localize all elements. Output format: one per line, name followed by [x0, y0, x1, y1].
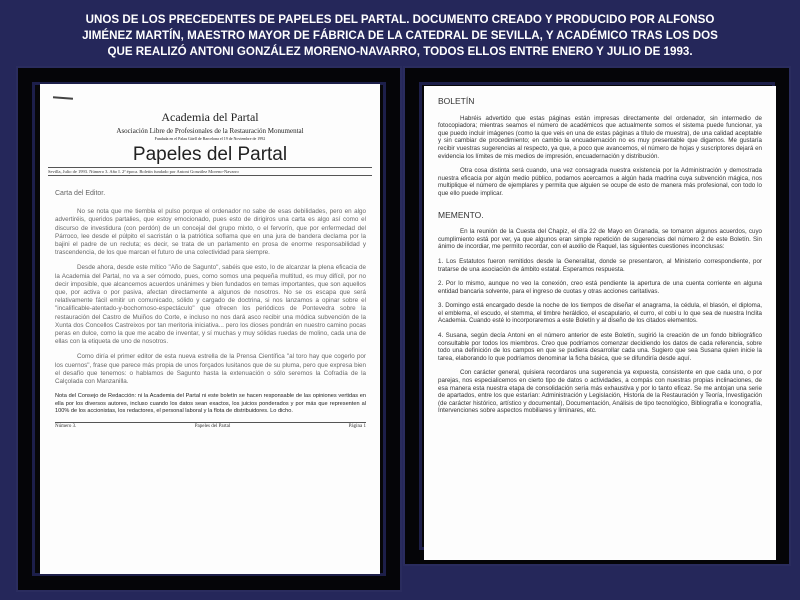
section-heading: Carta del Editor.	[55, 190, 106, 197]
footer-title: Papeles del Partal	[194, 424, 231, 430]
editorial-note: Nota del Consejo de Redacción: ni la Academia del Partal ni este boletín se hacen responsable de las opiniones vertidas en ella por los diversos autores, incluso cuando los datos sean exactos, los juicios ponderados y por más que representen al 100% de los accionistas, los redactores, el personal laboral y la flota de distribuidores. Lo dicho.	[55, 393, 366, 414]
footer-page: Página 1	[348, 424, 366, 430]
org-subtitle: Asociación Libre de Profesionales de la Restauración Monumental	[116, 127, 304, 135]
issue-info: Sevilla, Julio de 1993. Número 3. Año I. 2ª época. Boletín fundado por Antoni González Moreno-Navarro	[48, 167, 372, 176]
paragraph: Habréis advertido que estas páginas están impresas directamente del ordenador, sin intermedio de fotocopiadora; mientras seamos el número de académicos que actualmente somos el sistema puede funcionar, ya que puedo incluir imágenes (como la que veis en una de estas páginas a título de muestra), de una calidad aceptable y sin cambiar de procedimiento; en cambio la encuadernación no es muy presentable que digamos. Me gustaría recibir vuestras sugerencias al respecto, ya que, a poco que avancemos, el número de hojas y suscriptores dejará en evidencia los límites de mis medios de impresión, encuadernación y distribución.	[438, 114, 762, 160]
pen-mark	[53, 96, 73, 99]
section-heading: MEMENTO.	[438, 209, 484, 220]
left-document-page	[40, 84, 380, 574]
list-item: 2. Por lo mismo, aunque no veo la conexión, creo está pendiente la apertura de una cuenta corriente en alguna entidad bancaria solvente, para el ingreso de cuotas y otras acciones caritativas.	[438, 280, 762, 295]
caption-line: JIMÉNEZ MARTÍN, MAESTRO MAYOR DE FÁBRICA DE LA CATEDRAL DE SEVILLA, Y ACADÉMICO TRAS LOS DOS	[82, 29, 718, 42]
caption-line: UNOS DE LOS PRECEDENTES DE PAPELES DEL PARTAL. DOCUMENTO CREADO Y PRODUCIDO POR ALFONSO	[85, 13, 715, 26]
paragraph: Como diría el primer editor de esta nueva estrella de la Prensa Científica "al toro hay que cogerlo por los cuernos", frase que parece más propia de unos forçados lusitanos que de su pluma, pero que expresa bien el desafío que tenemos: o hablamos de Sagunto hasta la extenuación o sólo seremos la Cofradía de la Calçolada con Manzanilla.	[55, 353, 366, 386]
paragraph: Con carácter general, quisiera recordaros una sugerencia ya expuesta, consistente en que cada uno, o por parejas, nos especialicemos en cierto tipo de datos o actividades, a compás con nuestras propias inclinaciones, de esa manera esta nuestra etapa de consolidación sería más exhaustiva y por lo tanto eficaz. Se me antojan una serie de apartados, entre los que estarían: Administración y Legislación, Historia de la Restauración y Teoría, Investigación (de carácter histórico, artístico y documental), Documentación, Análisis de tipo tecnológico, Bibliografía e Iconografía, Intervenciones sobre aspectos mobiliares y liminares, etc.	[438, 369, 762, 415]
right-document-page	[424, 86, 776, 560]
section-heading: BOLETÍN	[438, 96, 475, 106]
footer-issue: Número 3.	[55, 424, 77, 430]
masthead: Papeles del Partal	[132, 144, 288, 165]
paragraph: No se nota que me tiembla el pulso porque el ordenador no sabe de esas debilidades, pero en algo advertiréis, queridos partalies, que estoy emocionado, pues esto de dirigiros una carta es algo así como el discurso de investidura (con perdón) de un concejal del grupo mixto, o el fervorín, que por enfermedad del Párroco, lee desde el púlpito el sacristán o la patriótica soflama que en una jura de bandera declama por la bajini el padre de un recluta; es decir, se trata de un parlamento en prosa de enorme responsabilidad y trascendencia, de los que marcan el futuro de una colectividad para siempre.	[55, 208, 366, 257]
org-name: Academia del Partal	[161, 110, 259, 124]
caption-line: QUE REALIZÓ ANTONI GONZÁLEZ MORENO-NAVARRO, TODOS ELLOS ENTRE ENERO Y JULIO DE 1993.	[107, 45, 693, 58]
paragraph: En la reunión de la Cuesta del Chapiz, el día 22 de Mayo en Granada, se tomaron algunos acuerdos, cuyo cumplimiento está por ver, ya que algunos eran simple repetición de sugerencias del número 2 de este Boletín. Sin ánimo de incordiar, me permito recordar, con el auxilio de Raquel, las siguientes cuestiones inconclusas:	[438, 228, 762, 251]
paragraph: Otra cosa distinta será cuando, una vez consagrada nuestra existencia por la Administración y demostrada nuestra eficacia por algún medio público, podamos acercarnos a algún hada madrina cuya subvención mágica, nos multiplique el número de ejemplares y permita que alguien se ocupe de esto de manera más profesional, con todo lo que ello puede implicar.	[438, 167, 762, 197]
caption-title	[0, 12, 800, 60]
list-item: 3. Domingo está encargado desde la noche de los tiempos de diseñar el anagrama, la cédula, el blasón, el diploma, el emblema, el escudo, el stemma, el timbre heráldico, el escapulario, el curro, el cobi u lo que sea de nuestra Inclita Academia. Cuando esté lo incorporaremos a este Boletín y al diseño de los citados elementos.	[438, 302, 762, 325]
list-item: 1. Los Estatutos fueron remitidos desde la Generalitat, donde se presentaron, al Ministerio correspondiente, por tratarse de una asociación de ámbito estatal. Esperamos respuesta.	[438, 257, 762, 273]
paragraph: Desde ahora, desde este mítico "Año de Sagunto", sabéis que esto, lo de alcanzar la plena eficacia de la Academia del Partal, no va a ser cómodo, pues, como somos una pequeña multitud, es muy difícil, por no decir imposible, que alcancemos acuerdos unánimes y bien fundados en temas importantes, que son aquellos que, por activa o por pasiva, afectan directamente a algunos de nosotros. No se os escapa que será relativamente fácil emitir un comunicado, sólido y cargado de doctrina, si nos lanzamos a opinar sobre el "incalificable-atentado-y-bochornoso-espectáculo" que ofrecen los periódicos de Pontevedra sobre la restauración del Castro de Muiños do Corte, e incluso no nos dará asco recibir una módica subvención de la Xunta dos Concellos Castreixos por tan meritoria iniciativa... pero los dioses pondrán en nuestro camino pocas peras en dulce, como la que me acabo de inventar, y sí muchas y muy sólidas ruedas de molino, cada una de ellas con la etiqueta de uno de nosotros.	[55, 264, 366, 346]
page-footer	[55, 422, 366, 429]
list-item: 4. Susana, según decía Antoni en el número anterior de este Boletín, sugirió la creación de un fondo bibliográfico consultable por todos los miembros. Creo que podríamos comenzar decidiendo los datos de cada referencia, sobre todo una definición de los campos en que se pudiera desarrollar cada una. Sugiero que sea Susana quien inicie la tarea, elaborando lo que podríamos denominar la ficha básica, que se difundiría desde aquí.	[438, 332, 762, 362]
founded-line: Fundada en el Palau Güell de Barcelona el 19 de Noviembre de 1992	[154, 136, 266, 141]
